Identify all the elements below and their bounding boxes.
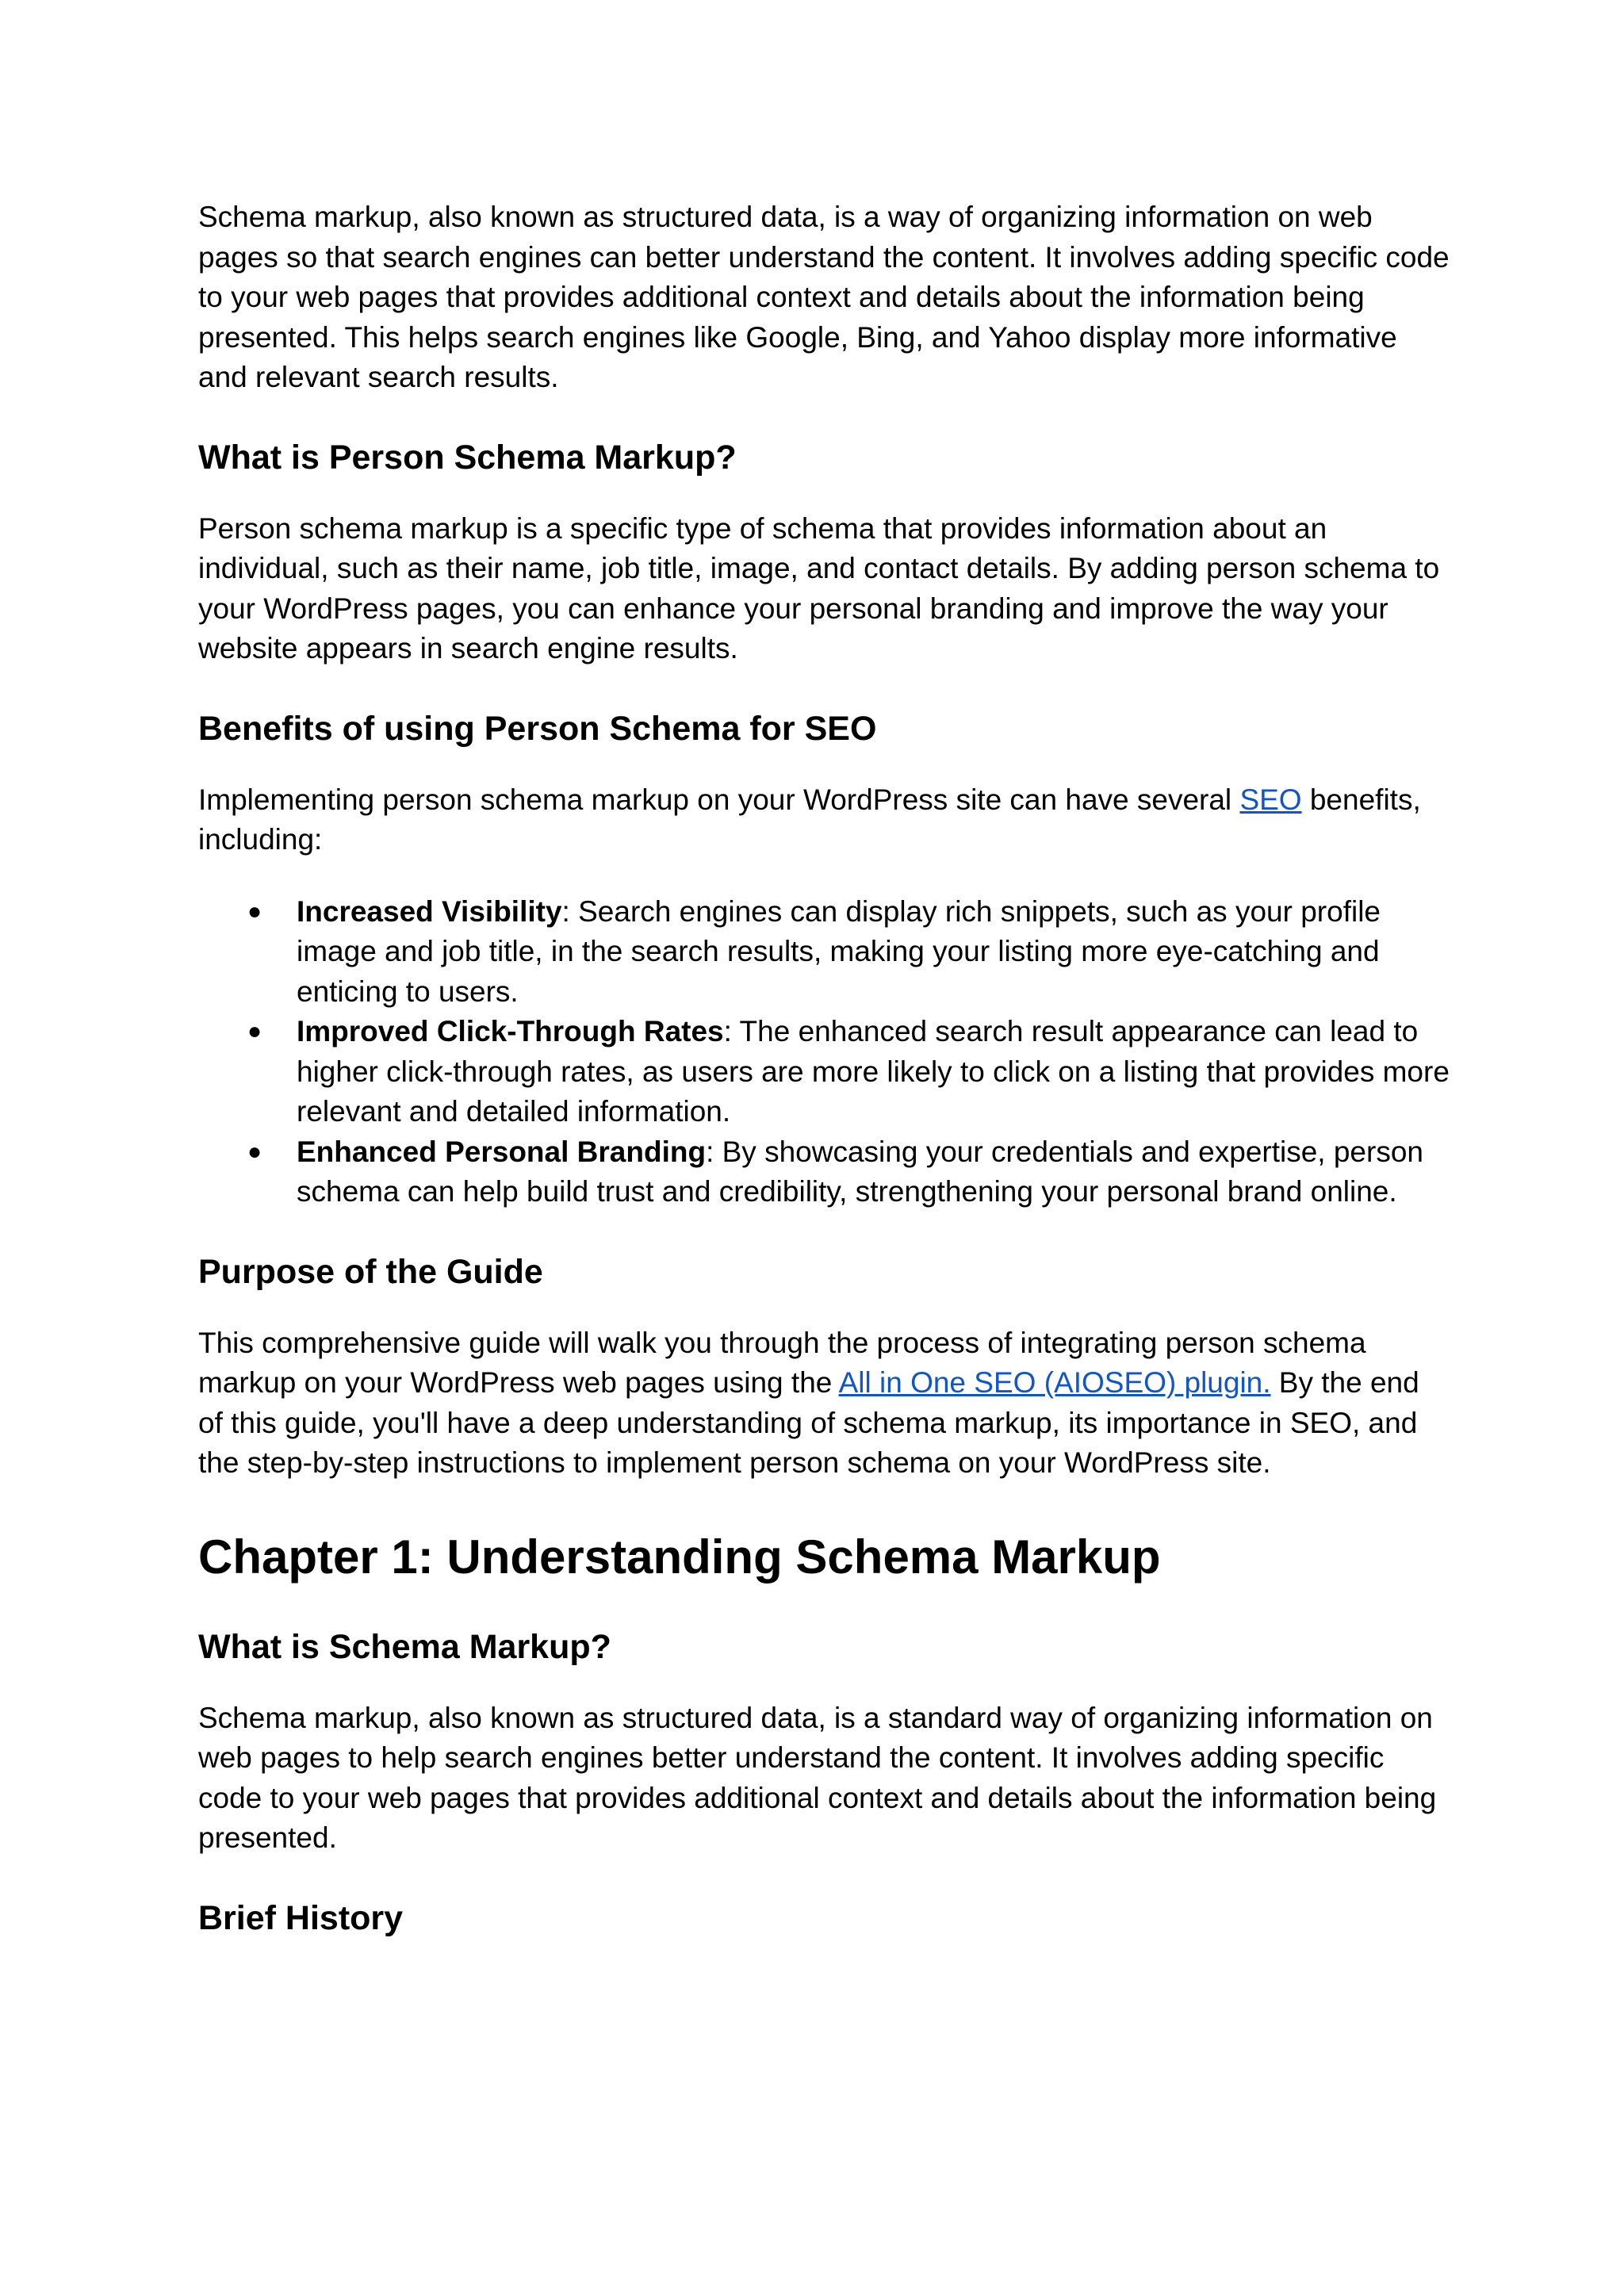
benefits-text-after: benefits, including: bbox=[198, 783, 1421, 856]
heading-what-is-schema: What is Schema Markup? bbox=[198, 1627, 611, 1666]
document-page bbox=[198, 187, 1451, 1940]
list-item-text: : By showcasing your credentials and expertise, person schema can help build trust and credibility, strengthening your personal brand online. bbox=[297, 1135, 1423, 1208]
list-item-title: Increased Visibility bbox=[297, 894, 562, 928]
list-item bbox=[198, 892, 1451, 1013]
heading-benefits: Benefits of using Person Schema for SEO bbox=[198, 709, 877, 748]
benefits-list bbox=[198, 892, 1451, 1212]
intro-paragraph: Schema markup, also known as structured data, is a way of organizing information on web pages so that search engines can better understand the content. It involves adding specific code to your web pages that provides additional context and details about the information being presented. This helps search engines like Google, Bing, and Yahoo display more informative and relevant search results. bbox=[198, 201, 1450, 393]
heading-purpose: Purpose of the Guide bbox=[198, 1252, 543, 1291]
list-item bbox=[198, 1012, 1451, 1132]
chapter-title: Chapter 1: Understanding Schema Markup bbox=[198, 1530, 1161, 1584]
purpose-text-after: By the end of this guide, you'll have a deep understanding of schema markup, its importance in SEO, and the step-by-step instructions to implement person schema on your WordPress site. bbox=[198, 1366, 1419, 1479]
purpose-paragraph bbox=[198, 1323, 1451, 1484]
seo-link[interactable]: SEO bbox=[1239, 783, 1302, 816]
what-is-schema-paragraph: Schema markup, also known as structured data, is a standard way of organizing information on web pages to help search engines better understand the content. It involves adding specific code to your web pages that provides additional context and details about the information being presented. bbox=[198, 1701, 1437, 1854]
list-item bbox=[198, 1132, 1451, 1212]
benefits-paragraph bbox=[198, 780, 1451, 860]
bullet-icon: ● bbox=[247, 1018, 262, 1044]
bullet-icon: ● bbox=[247, 1138, 262, 1165]
list-item-text: : The enhanced search result appearance can lead to higher click-through rates, as users are more likely to click on a listing that provides more relevant and detailed information. bbox=[297, 1015, 1450, 1128]
bullet-icon: ● bbox=[247, 898, 262, 925]
heading-brief-history: Brief History bbox=[198, 1898, 404, 1937]
purpose-text-before: This comprehensive guide will walk you through the process of integrating person schema markup on your WordPress web pages using the bbox=[198, 1326, 1366, 1399]
heading-person-schema: What is Person Schema Markup? bbox=[198, 438, 737, 477]
aioseo-plugin-link[interactable]: All in One SEO (AIOSEO) plugin. bbox=[838, 1366, 1271, 1399]
list-item-title: Improved Click-Through Rates bbox=[297, 1015, 724, 1047]
list-item-text: : Search engines can display rich snippets, such as your profile image and job title, in the search results, making your listing more eye-catching and enticing to users. bbox=[297, 894, 1381, 1008]
benefits-text-before: Implementing person schema markup on your WordPress site can have several bbox=[198, 783, 1240, 816]
list-item-title: Enhanced Personal Branding bbox=[297, 1135, 707, 1168]
person-schema-paragraph: Person schema markup is a specific type of schema that provides information about an individual, such as their name, job title, image, and contact details. By adding person schema to your WordPress pages, you can enhance your personal branding and improve the way your website appears in search engine results. bbox=[198, 511, 1440, 664]
